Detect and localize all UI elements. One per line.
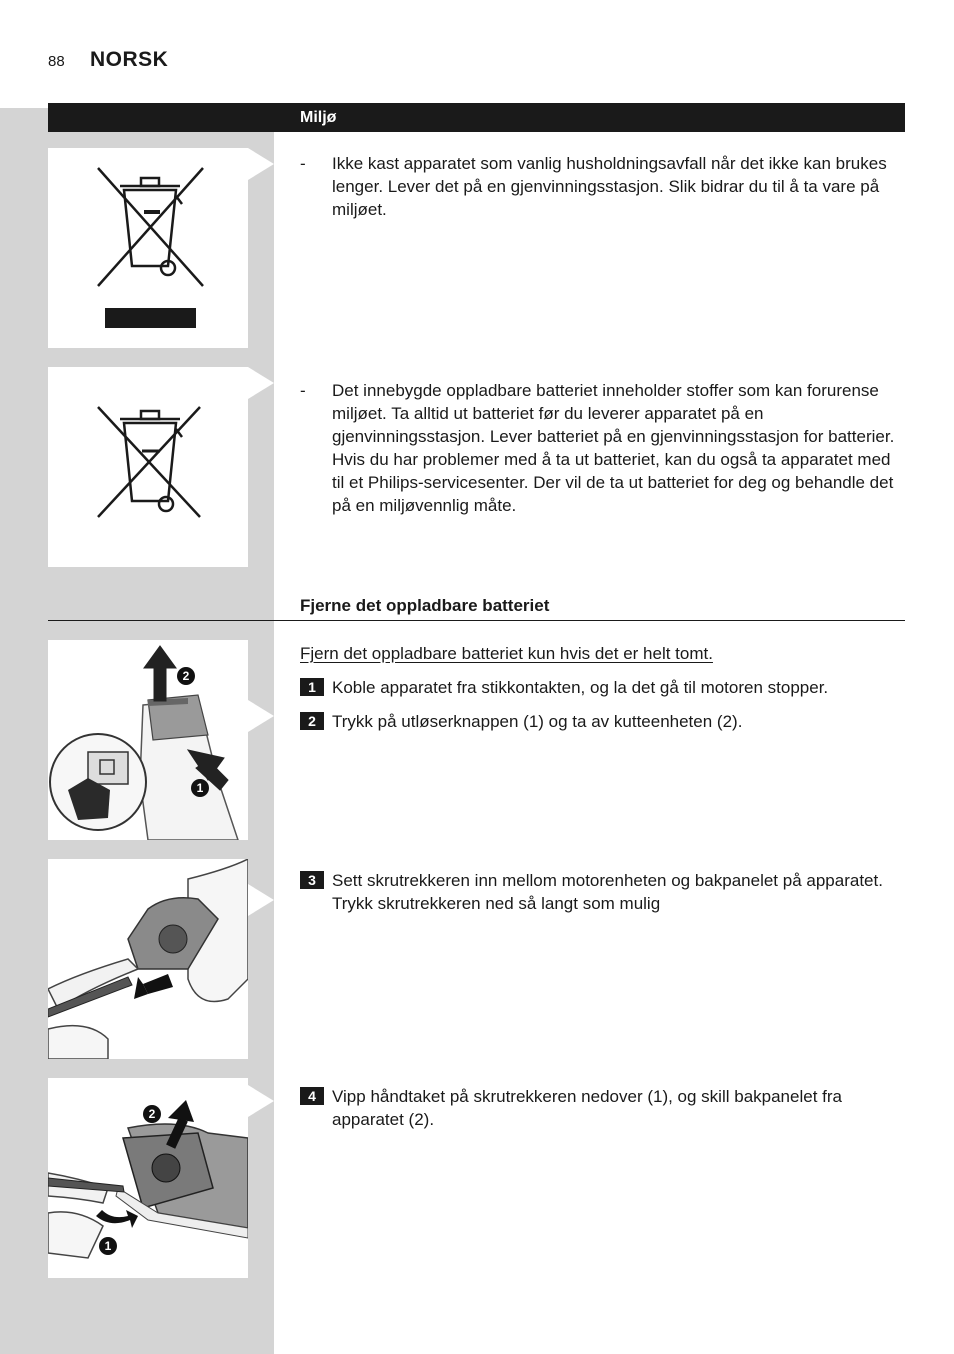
step-1: [300, 676, 900, 699]
bullet-text: Ikke kast apparatet som vanlig husholdningsavfall når det ikke kan brukes lenger. Lever det på en gjenvinningsstasjon. Slik bidrar du til å ta vare på miljøet.: [332, 154, 887, 219]
subsection-heading: Fjerne det oppladbare batteriet: [300, 596, 550, 615]
step-2: [300, 710, 900, 733]
step-text: Vipp håndtaket på skrutrekkeren nedover (1), og skill bakpanelet fra apparatet (2).: [332, 1087, 842, 1129]
figure-pointer: [248, 148, 274, 180]
step-number: 1: [300, 678, 324, 696]
step-number: 3: [300, 871, 324, 889]
step-4: [300, 1085, 900, 1131]
figure-insert-screwdriver: [48, 859, 248, 1059]
figure-lever-back-panel: [48, 1078, 248, 1278]
removal-steps-1-2: [300, 642, 900, 733]
language-heading: NORSK: [90, 48, 169, 71]
figure-crossed-bin: [48, 367, 248, 567]
callout-1: 1: [104, 1239, 112, 1253]
figure-crossed-bin-with-bar: [48, 148, 248, 348]
page-number: 88: [48, 53, 65, 70]
back-panel-illustration: [48, 1078, 248, 1278]
removal-step-3: [300, 869, 900, 915]
removal-note: Fjern det oppladbare batteriet kun hvis det er helt tomt.: [300, 644, 713, 663]
step-text: Trykk på utløserknappen (1) og ta av kutteenheten (2).: [332, 712, 743, 731]
environment-bullet-2: [300, 379, 900, 517]
heading-rule: [48, 620, 905, 621]
crossed-bin-icon: [48, 367, 248, 567]
callout-1: 1: [196, 781, 204, 795]
step-number: 4: [300, 1087, 324, 1105]
removal-step-4: [300, 1085, 900, 1131]
section-title: Miljø: [300, 109, 337, 126]
step-text: Sett skrutrekkeren inn mellom motorenheten og bakpanelet på apparatet. Trykk skrutrekkeren ned så langt som mulig: [332, 871, 883, 913]
step-3: [300, 869, 900, 915]
callout-2: 2: [148, 1107, 156, 1121]
bullet-dash: -: [300, 381, 306, 400]
step-number: 2: [300, 712, 324, 730]
screwdriver-illustration: [48, 859, 248, 1059]
figure-pointer: [248, 884, 274, 916]
shaver-illustration: [48, 640, 248, 840]
figure-pointer: [248, 1085, 274, 1117]
section-bar: [48, 103, 905, 132]
callout-2: 2: [182, 669, 190, 683]
bullet-text: Det innebygde oppladbare batteriet inneholder stoffer som kan forurense miljøet. Ta alltid ut batteriet før du leverer apparatet på en gjenvinningsstasjon. Lever batteriet på en gjenvinningsstasjon for batterier. Hvis du har problemer med å ta ut batteriet, kan du også ta apparatet med til et Philips-servicesenter. Der vil de ta ut batteriet for deg og behandle det på en miljøvennlig måte.: [332, 381, 895, 515]
figure-pointer: [248, 700, 274, 732]
step-text: Koble apparatet fra stikkontakten, og la det gå til motoren stopper.: [332, 678, 829, 697]
figure-pointer: [248, 367, 274, 399]
figure-remove-cutting-unit: [48, 640, 248, 840]
crossed-bin-icon: [48, 148, 248, 348]
bullet-dash: -: [300, 154, 306, 173]
environment-bullet-1: [300, 152, 900, 221]
